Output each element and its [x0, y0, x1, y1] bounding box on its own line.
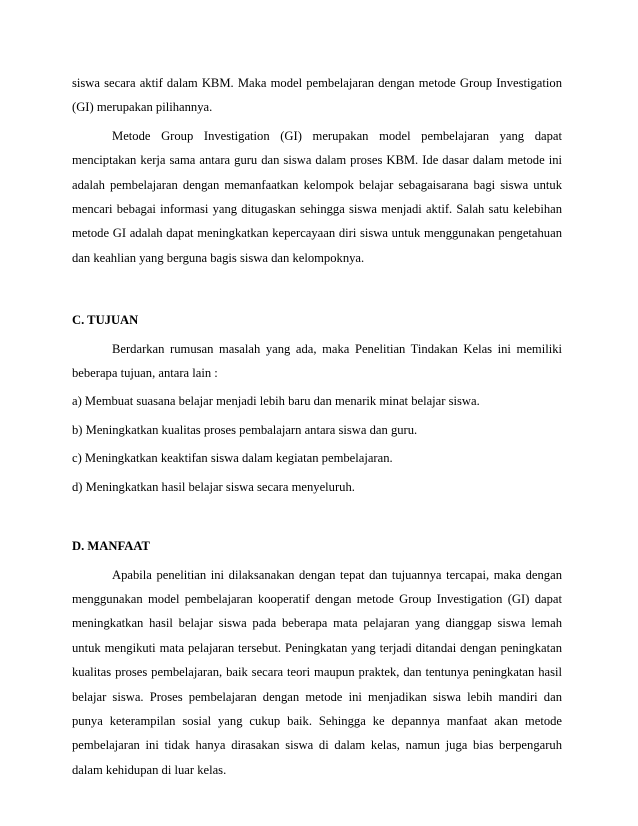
- list-item-tujuan-b: b) Meningkatkan kualitas proses pembalajarn antara siswa dan guru.: [72, 422, 418, 437]
- list-item-tujuan-d: d) Meningkatkan hasil belajar siswa secara menyeluruh.: [72, 479, 355, 494]
- heading-manfaat: D. MANFAAT: [72, 539, 150, 554]
- list-item-tujuan-c: c) Meningkatkan keaktifan siswa dalam kegiatan pembelajaran.: [72, 451, 393, 466]
- heading-tujuan: C. TUJUAN: [72, 313, 139, 328]
- paragraph-continuation: siswa secara aktif dalam KBM. Maka model pembelajaran dengan metode Group Investigation (GI) merupakan pilihannya.: [72, 76, 562, 115]
- paragraph-tujuan-intro: Berdarkan rumusan masalah yang ada, maka Penelitian Tindakan Kelas ini memiliki beberapa tujuan, antara lain :: [72, 341, 562, 381]
- paragraph-manfaat: Apabila penelitian ini dilaksanakan dengan tepat dan tujuannya tercapai, maka dengan menggunakan model pembelajaran kooperatif dengan metode Group Investigation (GI) dapat meningkatkan hasil belajar siswa pada beberapa mata pelajaran yang dianggap siswa lemah untuk mengikuti mata pelajaran tersebut. Peningkatan yang terjadi ditandai dengan peningkatan kualitas proses pembelajaran, baik secara teori maupun praktek, dan tentunya peningkatan hasil belajar siswa. Proses pembelajaran dengan metode ini menjadikan siswa lebih mandiri dan punya keterampilan sosial yang cukup baik. Sehingga ke depannya manfaat akan metode pembelajaran ini tidak hanya dirasakan siswa di dalam kelas, namun juga bias berpengaruh dalam kehidupan di luar kelas.: [72, 567, 562, 777]
- paragraph-gi-method: Metode Group Investigation (GI) merupakan model pembelajaran yang dapat menciptakan kerja sama antara guru dan siswa dalam proses KBM. Ide dasar dalam metode ini adalah pembelajaran dengan memanfaatkan kelompok belajar sebagaisarana bagi siswa untuk mencari bebagai informasi yang ditugaskan sehingga siswa menjadi aktif. Salah satu kelebihan metode GI adalah dapat meningkatkan kepercayaan diri siswa untuk menggunakan pengetahuan dan keahlian yang berguna bagis siswa dan kelompoknya.: [72, 128, 562, 265]
- list-item-tujuan-a: a) Membuat suasana belajar menjadi lebih baru dan menarik minat belajar siswa.: [72, 394, 480, 409]
- document-page: [72, 71, 562, 782]
